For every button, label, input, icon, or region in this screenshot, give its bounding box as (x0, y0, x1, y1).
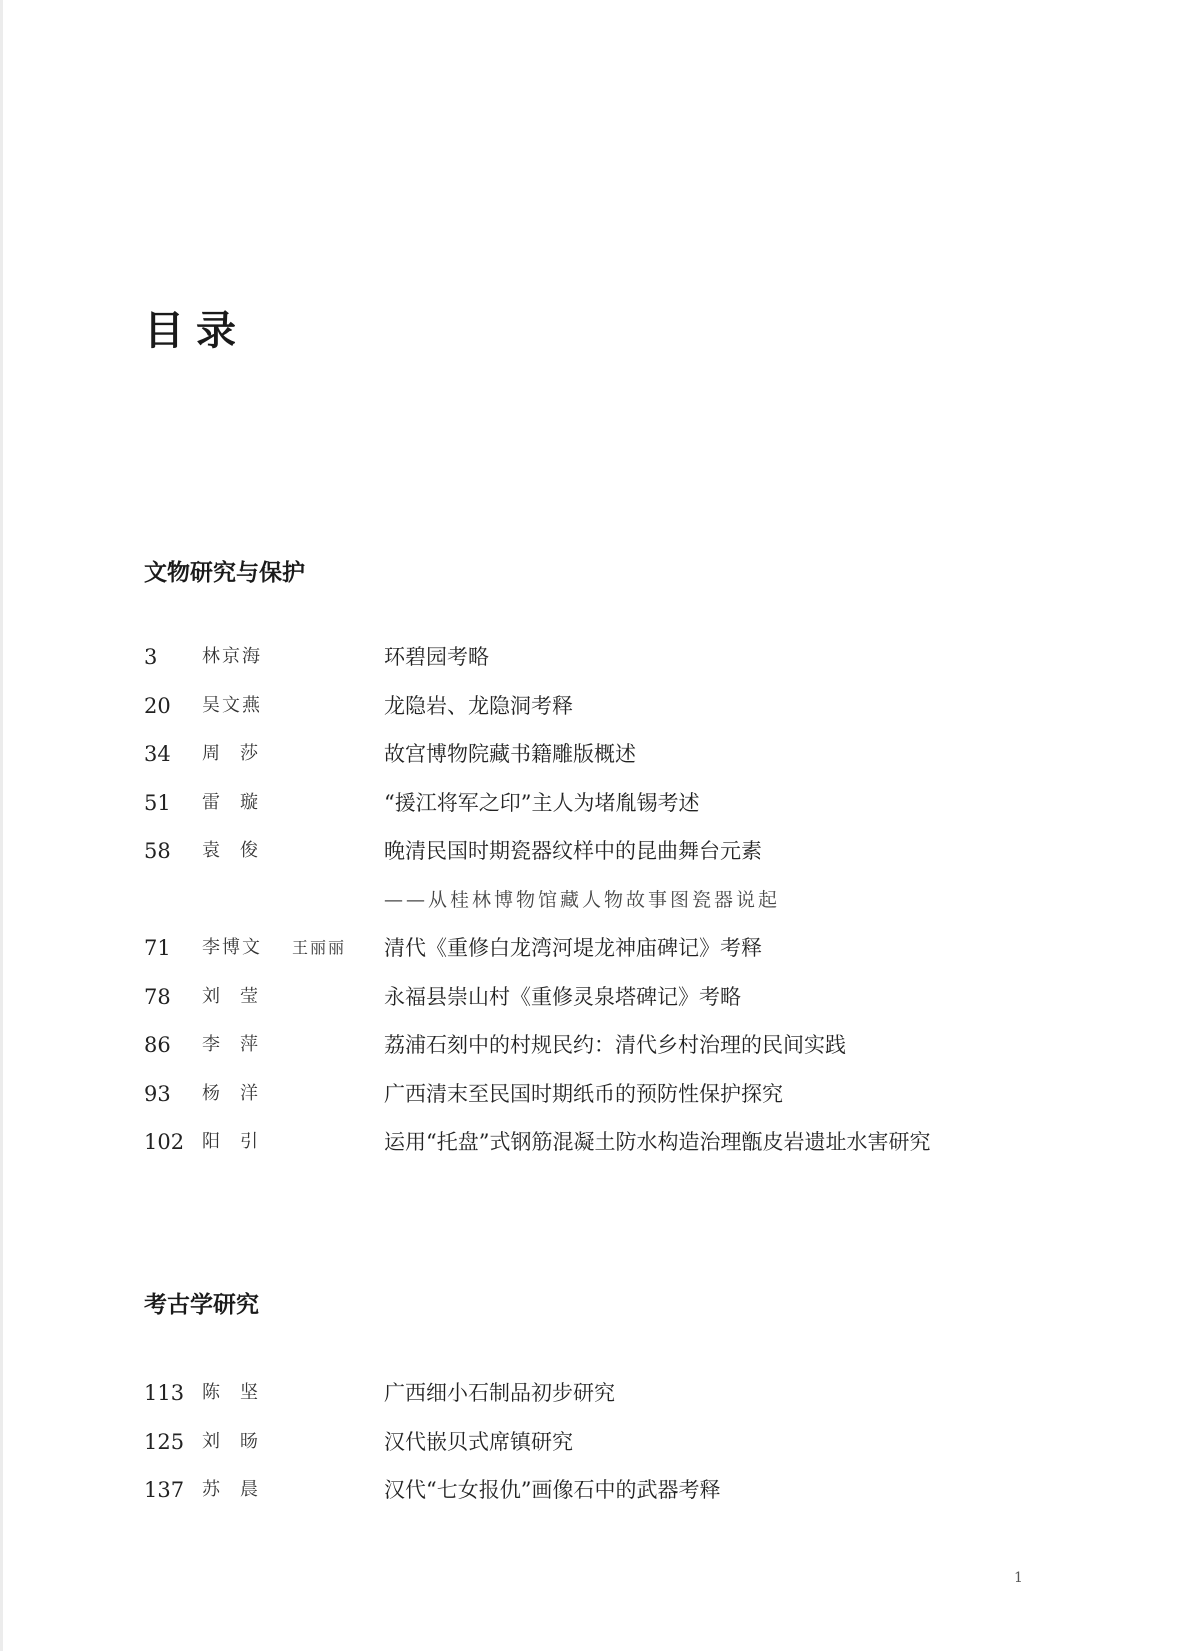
entry-page-number: 93 (144, 1081, 171, 1106)
entry-title[interactable]: 环碧园考略 (384, 645, 489, 669)
entry-title[interactable]: 广西清末至民国时期纸币的预防性保护探究 (384, 1081, 783, 1106)
entry-title[interactable]: 运用“托盘”式钢筋混凝土防水构造治理甑皮岩遗址水害研究 (384, 1130, 931, 1154)
entry-author: 苏晨 (202, 1479, 278, 1500)
entry-page-number: 51 (144, 790, 171, 815)
entry-author: 陈坚 (202, 1382, 278, 1403)
entry-coauthor: 王丽丽 (292, 938, 347, 957)
toc-entry[interactable] (144, 1021, 1104, 1070)
toc-entry-subtitle (144, 876, 1104, 925)
entry-page-number: 34 (144, 742, 171, 766)
entry-title[interactable]: 汉代嵌贝式席镇研究 (384, 1429, 573, 1454)
entry-title[interactable]: 故宫博物院藏书籍雕版概述 (384, 742, 636, 766)
entry-title[interactable]: 永福县崇山村《重修灵泉塔碑记》考略 (384, 984, 741, 1009)
entry-page-number: 86 (144, 1033, 171, 1057)
toc-entry[interactable] (144, 973, 1104, 1022)
entry-subtitle: ——从桂林博物馆藏人物故事图瓷器说起 (384, 888, 781, 911)
entry-title[interactable]: “援江将军之印”主人为堵胤锡考述 (384, 790, 700, 815)
section-title: 文物研究与保护 (144, 560, 305, 586)
toc-entry[interactable] (144, 1070, 1104, 1119)
entry-page-number: 137 (144, 1478, 185, 1502)
entry-author: 吴文燕 (202, 694, 262, 716)
entry-author: 阳引 (202, 1131, 278, 1152)
page-title: 目录 (144, 306, 248, 354)
entry-title[interactable]: 龙隐岩、龙隐洞考释 (384, 693, 573, 718)
toc-entry[interactable] (144, 924, 1104, 973)
entry-author: 杨洋 (202, 1082, 278, 1104)
entry-author: 袁俊 (202, 840, 278, 861)
toc-entry[interactable] (144, 682, 1104, 731)
entry-author: 周莎 (202, 743, 278, 764)
toc-entry[interactable] (144, 827, 1104, 876)
entry-page-number: 78 (144, 984, 171, 1009)
section-title: 考古学研究 (144, 1292, 259, 1318)
entry-page-number: 3 (144, 645, 158, 669)
toc-entry[interactable] (144, 730, 1104, 779)
entry-author: 刘旸 (202, 1430, 278, 1452)
page-number: 1 (1014, 1570, 1023, 1586)
entry-page-number: 113 (144, 1381, 185, 1405)
entry-title[interactable]: 清代《重修白龙湾河堤龙神庙碑记》考释 (384, 936, 762, 960)
entry-page-number: 125 (144, 1429, 185, 1454)
toc-entry[interactable] (144, 779, 1104, 828)
entry-author: 李萍 (202, 1034, 278, 1055)
toc-entry[interactable] (144, 1418, 1104, 1467)
entry-title[interactable]: 荔浦石刻中的村规民约：清代乡村治理的民间实践 (384, 1033, 846, 1057)
toc-entry[interactable] (144, 1369, 1104, 1418)
toc-entry[interactable] (144, 633, 1104, 682)
toc-entry[interactable] (144, 1118, 1104, 1167)
entry-page-number: 20 (144, 693, 171, 718)
toc-list (144, 633, 1104, 1167)
toc-list (144, 1369, 1104, 1515)
entry-title[interactable]: 汉代“七女报仇”画像石中的武器考释 (384, 1478, 721, 1502)
entry-page-number: 71 (144, 936, 171, 960)
entry-author: 雷璇 (202, 791, 278, 813)
entry-page-number: 58 (144, 839, 171, 863)
entry-author: 李博文 (202, 937, 262, 958)
section-cultural-relics (144, 562, 1104, 1167)
section-archaeology (144, 1294, 1104, 1515)
entry-title[interactable]: 晚清民国时期瓷器纹样中的昆曲舞台元素 (384, 839, 762, 863)
entry-author: 林京海 (202, 646, 262, 667)
entry-author: 刘莹 (202, 985, 278, 1007)
entry-title[interactable]: 广西细小石制品初步研究 (384, 1381, 615, 1405)
entry-page-number: 102 (144, 1130, 185, 1154)
page-edge (0, 0, 3, 1651)
toc-entry[interactable] (144, 1466, 1104, 1515)
